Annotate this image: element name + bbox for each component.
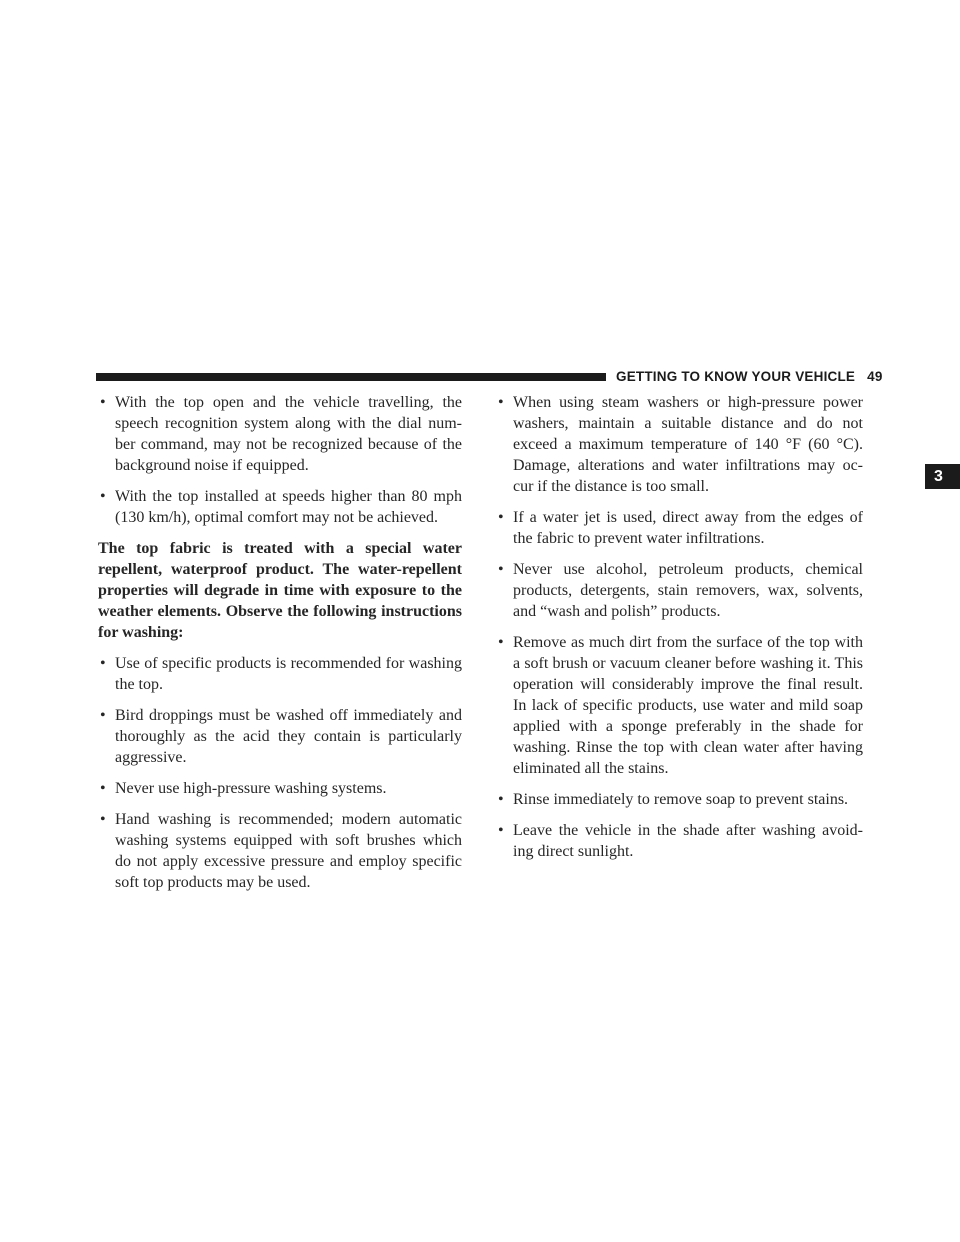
section-title: GETTING TO KNOW YOUR VEHICLE <box>616 369 856 384</box>
list-item <box>496 392 863 497</box>
bullet-list-washing <box>98 653 462 893</box>
list-item-text: Remove as much dirt from the surface of the top with a soft brush or vacuum cleaner before washing it. This operation will considerably improve the final result. In lack of specific products, use water and mild soap applied with a sponge preferably in the shade for washing. Rinse the top with clean water after having eliminated all the stains. <box>513 634 863 777</box>
list-item <box>496 789 863 810</box>
list-item-text: Rinse immediately to remove soap to prevent stains. <box>513 791 849 808</box>
list-item <box>98 809 462 893</box>
chapter-tab: 3 <box>925 464 960 489</box>
header-rule <box>96 373 606 381</box>
bullet-icon: • <box>100 780 106 797</box>
list-item <box>98 778 462 799</box>
list-item-text: Use of specific products is recommended for washing the top. <box>115 655 462 693</box>
bullet-icon: • <box>100 488 106 505</box>
list-item <box>98 486 462 528</box>
bullet-icon: • <box>100 811 106 828</box>
bullet-icon: • <box>498 634 504 651</box>
bullet-icon: • <box>100 394 106 411</box>
list-item-text: If a water jet is used, direct away from the edges of the fabric to prevent water infiltrations. <box>513 509 863 547</box>
list-item <box>496 632 863 779</box>
bullet-icon: • <box>498 394 504 411</box>
page-number: 49 <box>867 369 883 384</box>
list-item-text: When using steam washers or high-pressure power washers, maintain a suitable distance and do not exceed a maximum temperature of 140 °F (60 °C). Damage, alterations and water infiltrations may oc- cur if the distance is too small. <box>513 394 863 495</box>
list-item-text: Hand washing is recommended; modern automatic washing systems equipped with soft brushes which do not apply excessive pressure and employ specific soft top products may be used. <box>115 811 462 891</box>
list-item <box>496 559 863 622</box>
bullet-icon: • <box>498 791 504 808</box>
bullet-list-top <box>98 392 462 528</box>
bullet-icon: • <box>498 509 504 526</box>
list-item-text: With the top open and the vehicle travelling, the speech recognition system along with the dial num- ber command, may not be recognized because of the background noise if equipped. <box>115 394 462 474</box>
right-column <box>496 392 863 872</box>
list-item <box>98 705 462 768</box>
list-item-text: Bird droppings must be washed off immediately and thoroughly as the acid they contain is particularly aggressive. <box>115 707 462 766</box>
list-item <box>496 820 863 862</box>
washing-instructions-intro: The top fabric is treated with a special water repellent, waterproof product. The water-repellent properties will degrade in time with exposure to the weather elements. Observe the following instructions for washing: <box>98 540 462 641</box>
list-item <box>496 507 863 549</box>
bullet-icon: • <box>100 655 106 672</box>
list-item <box>98 392 462 476</box>
running-header <box>616 369 883 384</box>
left-column <box>98 392 462 903</box>
list-item <box>98 653 462 695</box>
list-item-text: Never use alcohol, petroleum products, chemical products, detergents, stain removers, wax, solvents, and “wash and polish” products. <box>513 561 863 620</box>
bullet-icon: • <box>100 707 106 724</box>
bullet-icon: • <box>498 561 504 578</box>
list-item-text: With the top installed at speeds higher than 80 mph (130 km/h), optimal comfort may not be achieved. <box>115 488 462 526</box>
list-item-text: Leave the vehicle in the shade after washing avoid- ing direct sunlight. <box>513 822 863 860</box>
list-item-text: Never use high-pressure washing systems. <box>115 780 387 797</box>
bullet-icon: • <box>498 822 504 839</box>
bullet-list-right <box>496 392 863 862</box>
